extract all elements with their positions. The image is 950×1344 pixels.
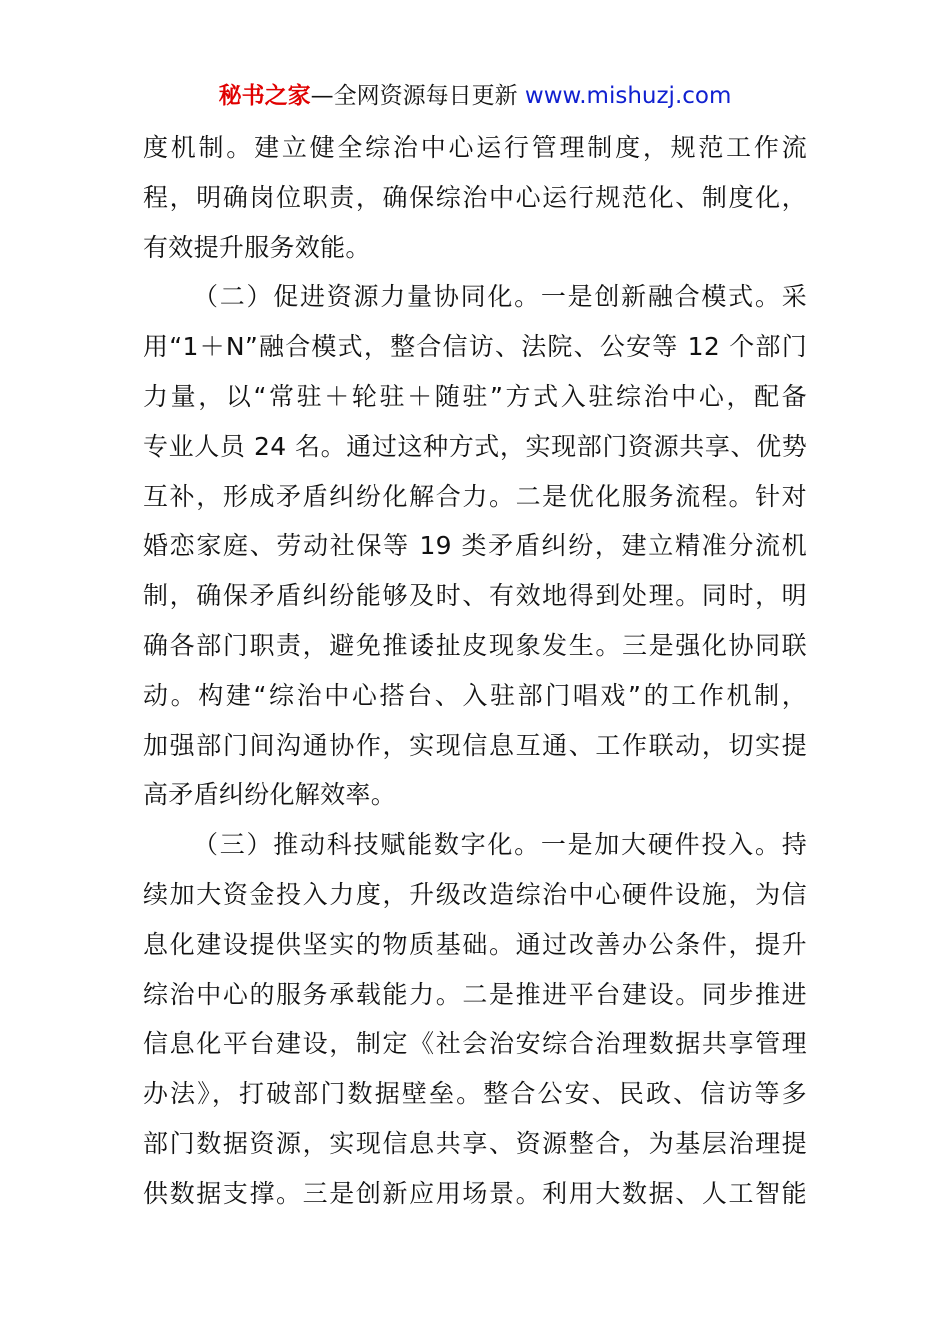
site-url[interactable]: www.mishuzj.com bbox=[524, 83, 732, 109]
text-line: 专业人员 24 名。通过这种方式，实现部门资源共享、优势 bbox=[143, 431, 807, 461]
text-line: 部门数据资源，实现信息共享、资源整合，为基层治理提 bbox=[143, 1128, 807, 1158]
text-line: 力量，以“常驻＋轮驻＋随驻”方式入驻综治中心，配备 bbox=[143, 381, 807, 411]
header-tagline: —全网资源每日更新 bbox=[310, 83, 518, 109]
section-heading-line: （二）促进资源力量协同化。一是创新融合模式。采 bbox=[193, 282, 807, 312]
text-line: 高矛盾纠纷化解效率。 bbox=[143, 780, 397, 810]
text-line: 信息化平台建设，制定《社会治安综合治理数据共享管理 bbox=[143, 1029, 807, 1059]
text-line: 婚恋家庭、劳动社保等 19 类矛盾纠纷，建立精准分流机 bbox=[143, 531, 807, 561]
text-line: 确各部门职责，避免推诿扯皮现象发生。三是强化协同联 bbox=[143, 630, 807, 660]
paragraph-section-2 bbox=[143, 272, 807, 820]
text-line: 续加大资金投入力度，升级改造综治中心硬件设施，为信 bbox=[143, 879, 807, 909]
text-line: 息化建设提供坚实的物质基础。通过改善办公条件，提升 bbox=[143, 929, 807, 959]
text-line: 综治中心的服务承载能力。二是推进平台建设。同步推进 bbox=[143, 979, 807, 1009]
text-line: 制，确保矛盾纠纷能够及时、有效地得到处理。同时，明 bbox=[143, 581, 807, 611]
text-line: 动。构建“综治中心搭台、入驻部门唱戏”的工作机制， bbox=[143, 680, 807, 710]
text-line: 度机制。建立健全综治中心运行管理制度，规范工作流 bbox=[143, 133, 807, 162]
text-line: 用“1＋N”融合模式，整合信访、法院、公安等 12 个部门 bbox=[143, 332, 807, 362]
text-line: 程，明确岗位职责，确保综治中心运行规范化、制度化， bbox=[143, 182, 807, 212]
site-header bbox=[0, 80, 950, 112]
text-line: 互补，形成矛盾纠纷化解合力。二是优化服务流程。针对 bbox=[143, 481, 807, 511]
brand-name: 秘书之家 bbox=[218, 83, 311, 109]
text-line: 加强部门间沟通协作，实现信息互通、工作联动，切实提 bbox=[143, 730, 807, 760]
text-line: 供数据支撑。三是创新应用场景。利用大数据、人工智能 bbox=[143, 1178, 807, 1208]
document-body bbox=[143, 123, 807, 1219]
section-heading-line: （三）推动科技赋能数字化。一是加大硬件投入。持 bbox=[193, 830, 807, 860]
text-line: 办法》，打破部门数据壁垒。整合公安、民政、信访等多 bbox=[143, 1079, 807, 1109]
paragraph-continuation bbox=[143, 123, 807, 272]
paragraph-section-3 bbox=[143, 820, 807, 1218]
text-line: 有效提升服务效能。 bbox=[143, 232, 371, 262]
